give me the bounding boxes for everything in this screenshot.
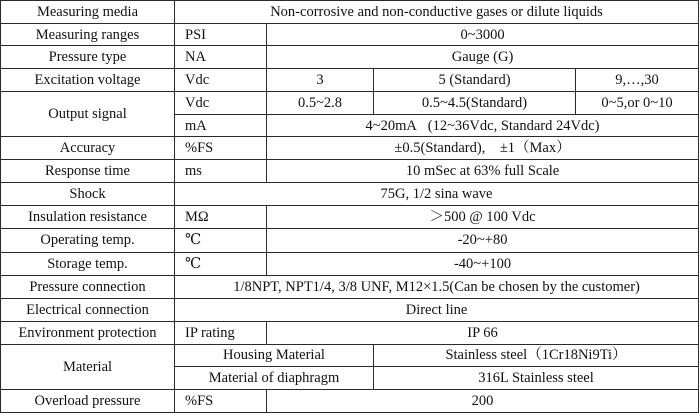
electrical-connection-label: Electrical connection [1, 298, 175, 321]
output-signal-label: Output signal [1, 92, 175, 137]
row-pressure-connection [1, 275, 699, 298]
measuring-media-value: Non-corrosive and non-conductive gases or dilute liquids [175, 1, 699, 24]
row-response-time [1, 160, 699, 183]
insulation-resistance-value: ＞500 @ 100 Vdc [267, 206, 699, 229]
insulation-resistance-unit: MΩ [175, 206, 267, 229]
accuracy-label: Accuracy [1, 137, 175, 160]
row-accuracy [1, 137, 699, 160]
environment-protection-unit: IP rating [175, 321, 267, 344]
response-time-label: Response time [1, 160, 175, 183]
row-environment-protection [1, 321, 699, 344]
row-measuring-ranges [1, 24, 699, 46]
storage-temp-label: Storage temp. [1, 252, 175, 275]
accuracy-value: ±0.5(Standard), ±1（Max） [267, 137, 699, 160]
row-operating-temp [1, 229, 699, 252]
output-signal-vdc-value-3: 0~5,or 0~10 [576, 92, 699, 115]
housing-material-value: Stainless steel（1Cr18Ni9Ti） [374, 344, 699, 366]
measuring-media-label: Measuring media [1, 1, 175, 24]
pressure-connection-label: Pressure connection [1, 275, 175, 298]
excitation-voltage-value-2: 5 (Standard) [374, 69, 576, 92]
row-electrical-connection [1, 298, 699, 321]
row-excitation-voltage [1, 69, 699, 92]
excitation-voltage-value-1: 3 [267, 69, 374, 92]
row-output-signal-vdc [1, 92, 699, 115]
environment-protection-label: Environment protection [1, 321, 175, 344]
measuring-ranges-unit: PSI [175, 24, 267, 46]
operating-temp-unit: ℃ [175, 229, 267, 252]
operating-temp-label: Operating temp. [1, 229, 175, 252]
housing-material-label: Housing Material [175, 344, 374, 366]
electrical-connection-value: Direct line [175, 298, 699, 321]
row-shock [1, 183, 699, 206]
storage-temp-value: -40~+100 [267, 252, 699, 275]
diaphragm-material-value: 316L Stainless steel [374, 366, 699, 389]
output-signal-vdc-value-1: 0.5~2.8 [267, 92, 374, 115]
excitation-voltage-unit: Vdc [175, 69, 267, 92]
output-signal-vdc-unit: Vdc [175, 92, 267, 115]
storage-temp-unit: ℃ [175, 252, 267, 275]
pressure-type-value: Gauge (G) [267, 46, 699, 69]
response-time-unit: ms [175, 160, 267, 183]
row-insulation-resistance [1, 206, 699, 229]
output-signal-vdc-value-2: 0.5~4.5(Standard) [374, 92, 576, 115]
excitation-voltage-value-3: 9,…,30 [576, 69, 699, 92]
pressure-type-unit: NA [175, 46, 267, 69]
pressure-type-label: Pressure type [1, 46, 175, 69]
accuracy-unit: %FS [175, 137, 267, 160]
overload-pressure-label: Overload pressure [1, 389, 175, 412]
row-measuring-media [1, 1, 699, 24]
material-label: Material [1, 344, 175, 389]
overload-pressure-unit: %FS [175, 389, 267, 412]
row-storage-temp [1, 252, 699, 275]
row-pressure-type [1, 46, 699, 69]
excitation-voltage-label: Excitation voltage [1, 69, 175, 92]
output-signal-ma-unit: mA [175, 115, 267, 137]
insulation-resistance-label: Insulation resistance [1, 206, 175, 229]
shock-value: 75G, 1/2 sina wave [175, 183, 699, 206]
output-signal-ma-value: 4~20mA (12~36Vdc, Standard 24Vdc) [267, 115, 699, 137]
row-material-housing [1, 344, 699, 366]
response-time-value: 10 mSec at 63% full Scale [267, 160, 699, 183]
operating-temp-value: -20~+80 [267, 229, 699, 252]
overload-pressure-value: 200 [267, 389, 699, 412]
pressure-connection-value: 1/8NPT, NPT1/4, 3/8 UNF, M12×1.5(Can be chosen by the customer) [175, 275, 699, 298]
measuring-ranges-label: Measuring ranges [1, 24, 175, 46]
row-overload-pressure [1, 389, 699, 412]
diaphragm-material-label: Material of diaphragm [175, 366, 374, 389]
environment-protection-value: IP 66 [267, 321, 699, 344]
shock-label: Shock [1, 183, 175, 206]
measuring-ranges-value: 0~3000 [267, 24, 699, 46]
